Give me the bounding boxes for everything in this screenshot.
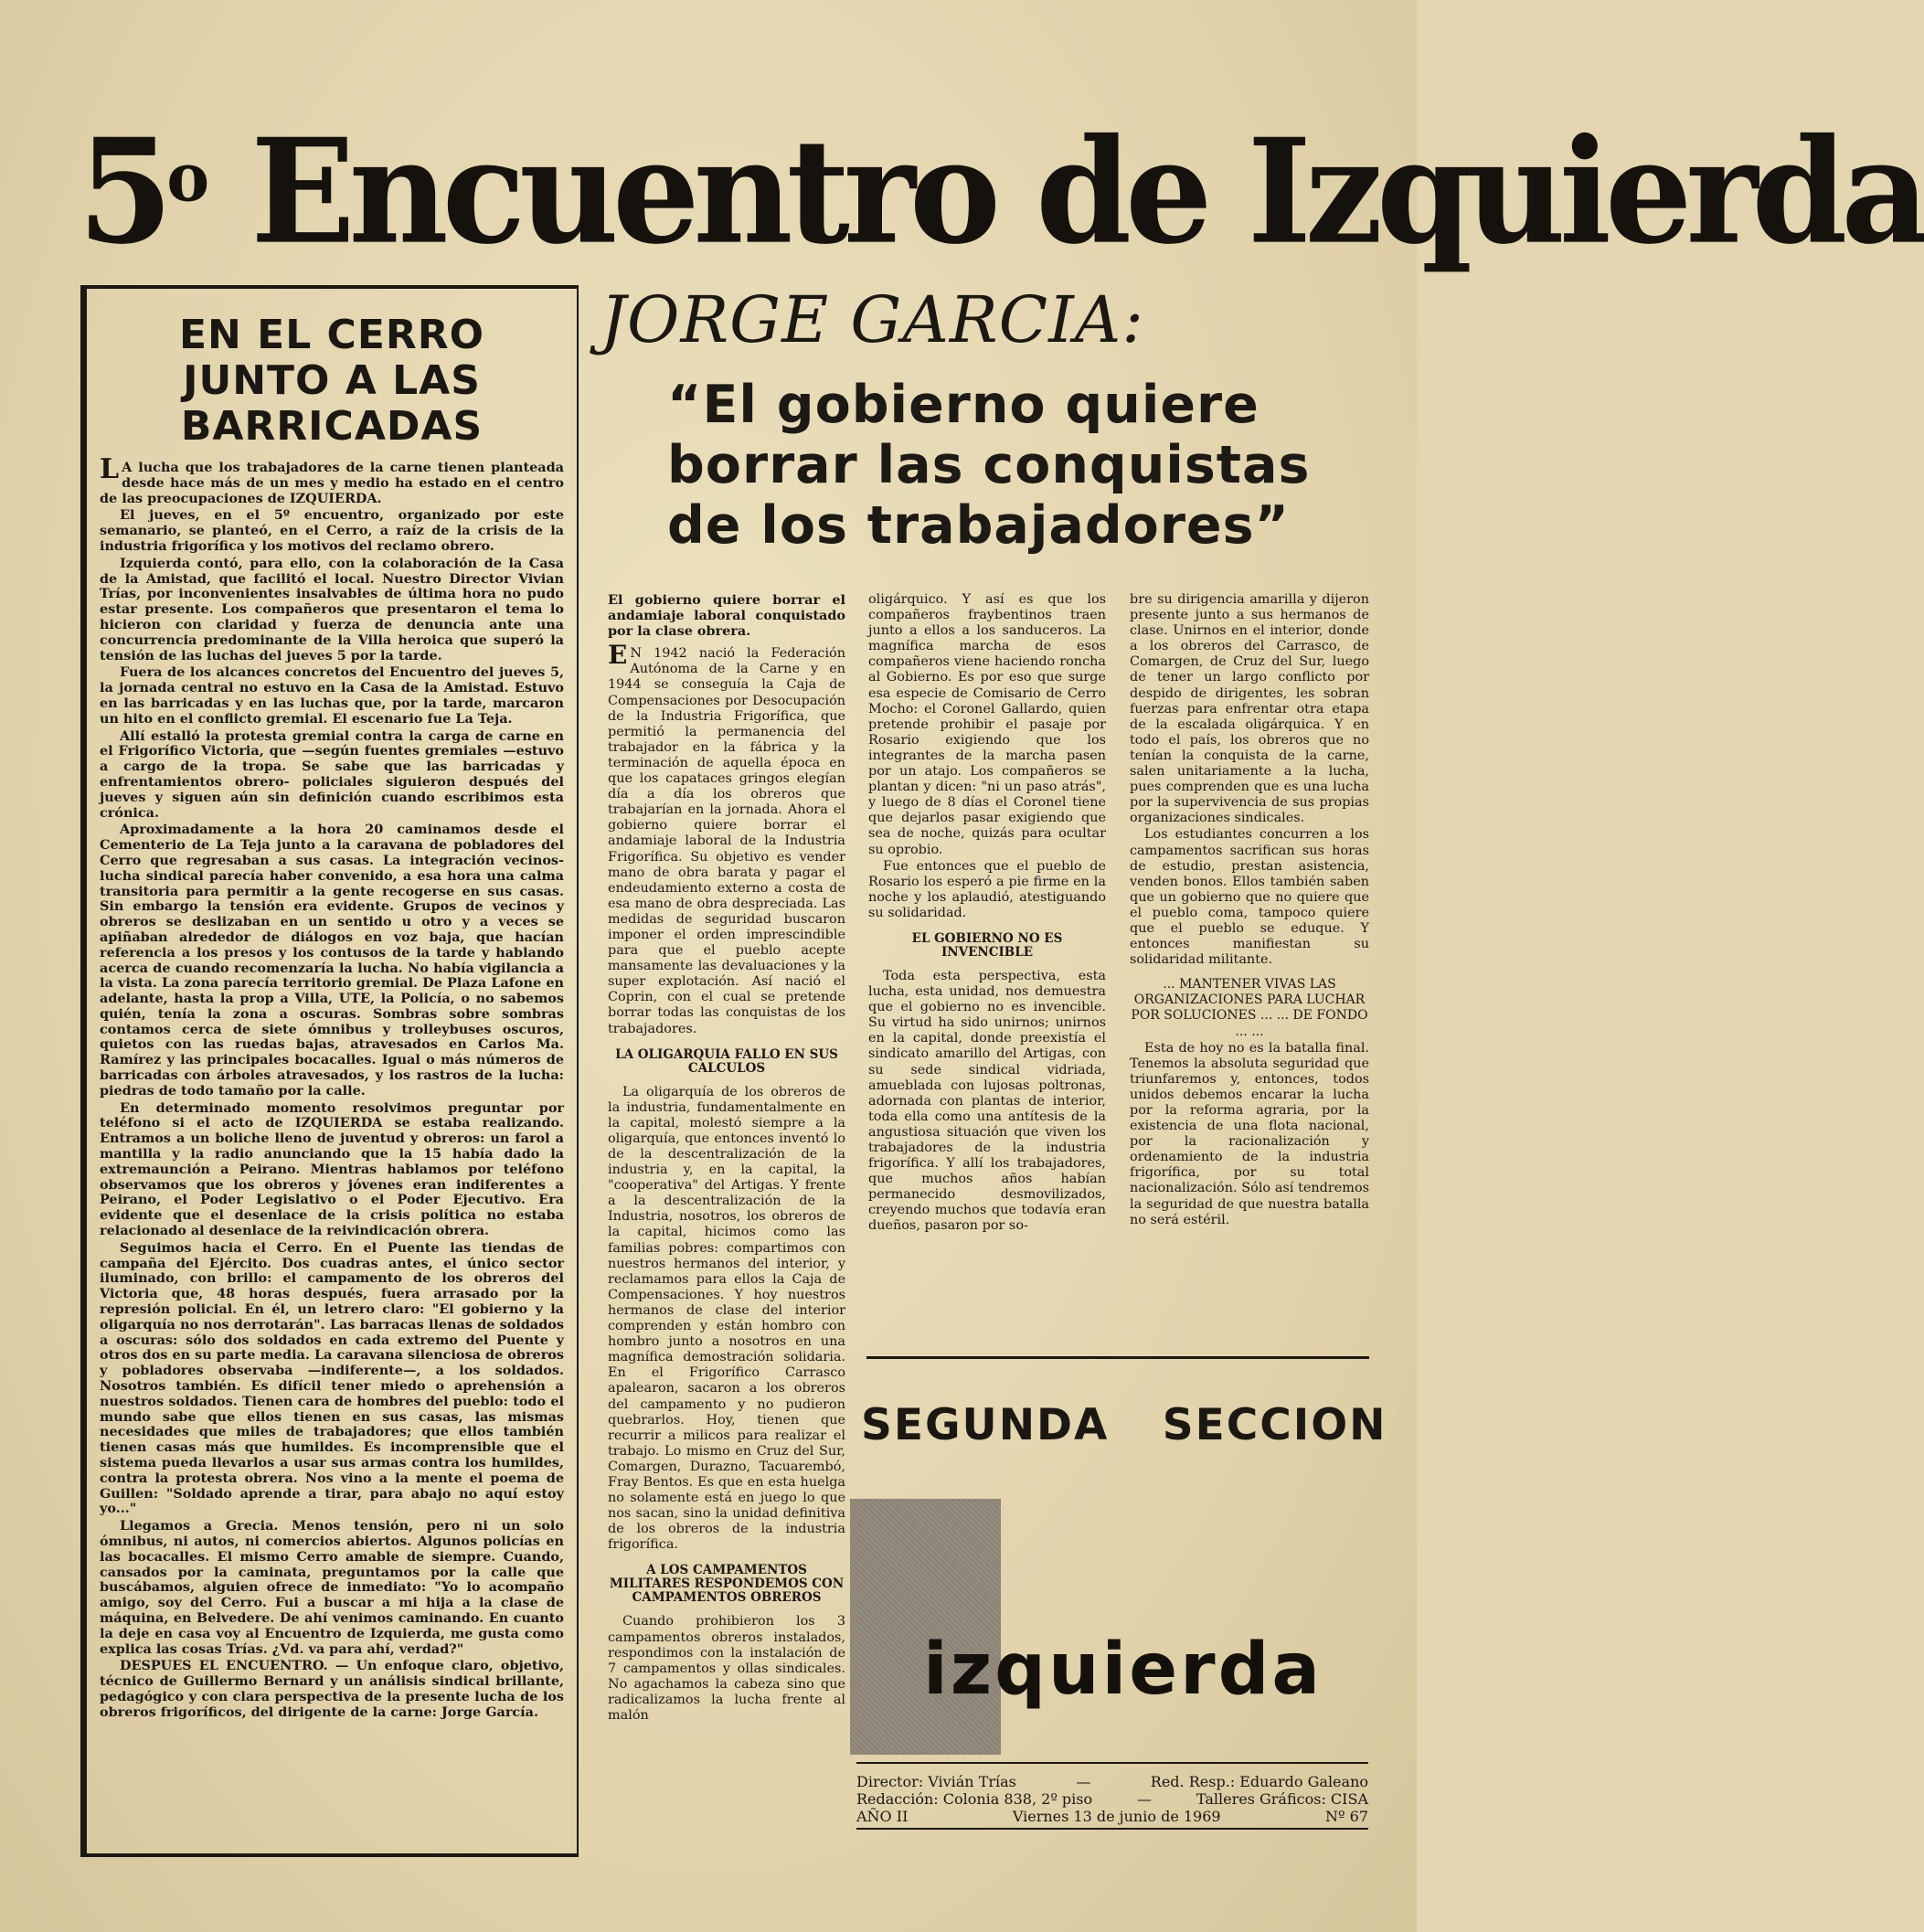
paragraph: El jueves, en el 5º encuentro, organizado por este semanario, se planteó, en el Cerro, a raíz de la crisis de la industria frigorífica y los motivos del reclamo obrero. — [100, 507, 564, 554]
quote-line: “El gobierno quiere — [667, 375, 1260, 435]
separator: — — [1076, 1773, 1091, 1790]
talleres: Talleres Gráficos: CISA — [1196, 1790, 1368, 1808]
paragraph: La oligarquía de los obreros de la industria, fundamentalmente en la capital, molestó siempre a la oligarquía, que entonces inventó lo de la descentralización de la industria y, en la capital, la "cooperativa" del Artigas. Y frente a la descentralización de la Industria, nosotros, los obreros de la capital, hicimos como las familias pobres: compartimos con nuestros hermanos del interior, y reclamamos para ellos la Caja de Compensaciones. Y hoy nuestros hermanos de clase del interior comprenden y están hombro con hombro junto a nosotros en una magnífica demostración solidaria. En el Frigorífico Carrasco apalearon, sacaron a los obreros del campamento y no pudieron quebrarlos. Hoy, tienen que recurrir a milicos para realizar el trabajo. Lo mismo en Cruz del Sur, Comargen, Durazno, Tacuarembó, Fray Bentos. Es que en esta huelga no solamente está en juego lo que nos sacan, sino la unidad definitiva de los obreros de la industria frigorífica. — [608, 1084, 845, 1553]
date: Viernes 13 de junio de 1969 — [1012, 1808, 1221, 1825]
separator: — — [1137, 1790, 1153, 1808]
slogan: ... MANTENER VIVAS LAS ORGANIZACIONES PARA LUCHAR POR SOLUCIONES ... ... DE FONDO ... ... — [1131, 977, 1368, 1039]
paragraph: En determinado momento resolvimos preguntar por teléfono si el acto de IZQUIERDA se estaba realizando. Entramos a un boliche lleno de juventud y obreros: un farol a mantilla y la radio anunciando que la 15 había dado la extremaunción a Peirano. Mientras hablamos por teléfono observamos que los obreros y jóvenes eran indiferentes a Peirano, el Poder Legislativo o el Poder Ejecutivo. Era evidente que el desenlace de la crisis política no estaba relacionado al desenlace de la reivindicación obrera. — [100, 1099, 564, 1239]
masthead-title: Encuentro de Izquierda — [250, 107, 1924, 277]
main-article-quote — [667, 375, 1371, 576]
masthead-ordinal: o — [166, 137, 210, 218]
section-rule-top — [866, 1356, 1369, 1359]
paragraph: Cuando prohibieron los 3 campamentos obreros instalados, respondimos con la instalación de 7 campamentos y ollas sindicales. No agachamos la cabeza sino que radicalizamos la lucha frente al malón — [608, 1614, 845, 1723]
paragraph: Esta de hoy no es la batalla final. Tenemos la absoluta seguridad que triunfaremos y, entonces, todos unidos debemos encarar la lucha por la reforma agraria, por la existencia de una flota nacional, por la racionalización y ordenamiento de la industria frigorífica, por su total nacionalización. Sólo así tendremos la seguridad de que nuestra batalla no será estéril. — [1130, 1040, 1369, 1227]
paragraph: Aproximadamente a la hora 20 caminamos desde el Cementerio de La Teja junto a la caravana de pobladores del Cerro que regresaban a sus casas. La integración vecinos-lucha sindical parecía haber convenido, a esa hora una calma transitoria para permitir a la gente recogerse en sus casas. Sin embargo la tensión era evidente. Grupos de vecinos y obreros se deslizaban en un sentido u otro y a veces se apiñaban alrededor de diálogos en voz baja, que hacían referencia a los presos y los contusos de la tarde y hablando acerca de cuando recomenzaría la lucha. No había vigilancia a la vista. La zona parecía territorio gremial. De Plaza Lafone en adelante, hasta la prop a Villa, UTE, la Policía, o no sabemos quién, tenía la zona a oscuras. Sombras sobre sombras contamos cerca de siete ómnibus y trolleybuses oscuros, quietos con las ruedas bajas, atravesados en Carlos Ma. Ramírez y las principales bocacalles. Igual o más números de barricadas con árboles atravesados, y los rastros de la lucha: piedras de todo tamaño por la calle. — [100, 822, 564, 1099]
paragraph: oligárquico. Y así es que los compañeros fraybentinos traen junto a ellos a los sanduceros. La magnífica marcha de esos compañeros viene haciendo roncha al Gobierno. Es por eso que surge esa especie de Comisario de Cerro Mocho: el Coronel Gallardo, quien pretende prohibir el pasaje por Rosario exigiendo que los integrantes de la marcha pasen por un atajo. Los compañeros se plantan y dicen: "ni un paso atrás", y luego de 8 días el Coronel tiene que dejarlos pasar exigiendo que sea de noche, quizás para ocultar su oprobio. — [868, 592, 1106, 857]
red-resp: Red. Resp.: Eduardo Galeano — [1150, 1773, 1368, 1790]
paragraph: Allí estalló la protesta gremial contra la carga de carne en el Frigorífico Victoria, que —según fuentes gremiales —estuvo a cargo de la tropa. Se sabe que las barricadas y enfrentamientos obrero- policiales siguieron después del jueves y siguen aún sin definición cuando escribimos esta crónica. — [100, 727, 564, 821]
masthead-number: 5 — [78, 107, 167, 277]
section-brand: izquierda — [923, 1629, 1323, 1711]
year: AÑO II — [856, 1808, 909, 1825]
credits-rule — [856, 1762, 1368, 1764]
paragraph: L A lucha que los trabajadores de la carne tienen planteada desde hace más de un mes y medio ha estado en el centro de las preocupaciones de IZQUIERDA. — [100, 453, 564, 506]
credits-row — [856, 1773, 1368, 1790]
headline-line: EN EL CERRO — [178, 312, 485, 358]
headline-line: BARRICADAS — [180, 403, 484, 450]
article-column-2 — [868, 592, 1106, 1332]
main-article-name: JORGE GARCIA: — [601, 282, 1144, 357]
drop-letter: E — [608, 640, 628, 671]
headline-line: JUNTO A LAS — [183, 357, 481, 404]
article-lead: El gobierno quiere borrar el andamiaje laboral conquistado por la clase obrera. — [608, 592, 845, 640]
credits-row — [856, 1790, 1368, 1808]
paragraph: Seguimos hacia el Cerro. En el Puente las tiendas de campaña del Ejército. Dos cuadras antes, el único sector iluminado, con brillo: el campamento de los obreros del Victoria que, 48 horas después, fuera arrasado por la represión policial. En él, un letrero claro: "El gobierno y la oligarquía no nos derrotarán". Las barracas llenas de soldados a oscuras: sólo dos soldados en cada extremo del Puente y otros dos en su parte media. La caravana silenciosa de obreros y pobladores observaba —indiferente—, a los soldados. Nosotros también. Es difícil tener miedo o aprehensión a nuestros soldados. Tienen cara de hombres del pueblo: todo el mundo sabe que ellos tienen en sus casas, las mismas necesidades que miles de trabajadores; que ellos también tienen casas más que humildes. Es incomprensible que el sistema pueda llevarlos a usar sus armas contra los humildes, contra la protesta obrera. Nos vino a la mente el poema de Guillen: "Soldado aprende a tirar, para abajo no aquí estoy yo..." — [100, 1239, 564, 1517]
credits-rule-bottom — [856, 1828, 1368, 1830]
issue-number: Nº 67 — [1325, 1808, 1368, 1825]
paragraph: Los estudiantes concurren a los campamentos sacrifican sus horas de estudio, prestan asistencia, venden bonos. Ellos también saben que un gobierno que no quiere que el pueblo coma, tampoco quiere que el pueblo se eduque. Y entonces manifiestan su solidaridad militante. — [1130, 827, 1369, 968]
subheading: A LOS CAMPAMENTOS MILITARES RESPONDEMOS CON CAMPAMENTOS OBREROS — [609, 1563, 845, 1606]
paragraph: Fue entonces que el pueblo de Rosario los esperó a pie firme en la noche y los aplaudió, atestiguando su solidaridad. — [868, 858, 1106, 920]
left-article-box — [80, 285, 579, 1857]
paragraph: DESPUES EL ENCUENTRO. — Un enfoque claro, objetivo, técnico de Guillermo Bernard y un análisis sindical brillante, pedagógico y con clara perspectiva de la presente lucha de los obreros frigoríficos, del dirigente de la carne: Jorge García. — [100, 1658, 564, 1720]
subheading: LA OLIGARQUIA FALLO EN SUS CALCULOS — [615, 1046, 838, 1076]
director: Director: Vivián Trías — [856, 1773, 1016, 1790]
paragraph: Llegamos a Grecia. Menos tensión, pero ni un solo ómnibus, ni autos, ni comercios abiertos. Algunos policías en las bocacalles. El mismo Cerro amable de siempre. Cuando, cansados por la caminata, preguntamos por la calle que buscábamos, alguien ofrece de inmediato: "Yo lo acompaño amigo, soy del Cerro. Fui a buscar a mi hija a la clase de máquina, en Belvedere. De ahí venimos caminando. En cuanto la deje en casa voy al Encuentro de Izquierda, me gusta como explica las cosas Trías. ¿Vd. va para ahí, verdad?" — [100, 1518, 564, 1657]
paragraph: bre su dirigencia amarilla y dijeron presente junto a sus hermanos de clase. Unirnos en el interior, donde a los obreros del Carrasco, de Comargen, de Cruz del Sur, luego de tener un largo conflicto por despido de dirigentes, les sobran fuerzas para enfrentar otra etapa de la escalada oligárquica. Y en todo el país, los obreros que no tenían la conquista de la carne, salen unitariamente a la lucha, pues comprenden que es una lucha por la supervivencia de sus propias organizaciones sindicales. — [1130, 592, 1369, 826]
drop-letter: L — [100, 453, 120, 485]
masthead — [78, 107, 1924, 277]
quote-line: borrar las conquistas — [667, 435, 1311, 495]
left-article-headline — [100, 313, 564, 450]
paragraph: Izquierda contó, para ello, con la colaboración de la Casa de la Amistad, que facilitó el local. Nuestro Director Vivian Trías, por inconvenientes insalvables de última hora no pudo estar presente. Los compañeros que presentaron el tema lo hicieron con claridad y fuerza de denuncia ante una concurrencia predominante de la Villa heroica que superó la tensión de las luchas del jueves 5 por la tarde. — [100, 555, 564, 663]
article-column-3 — [1130, 592, 1369, 1323]
paragraph: Toda esta perspectiva, esta lucha, esta unidad, nos demuestra que el gobierno no es invencible. Su virtud ha sido unirnos; unirnos en la capital, donde preexistía el sindicato amarillo del Artigas, con su sede sindical vidriada, amueblada con lujosas poltronas, adornada con plantas de interior, toda ella como una antítesis de la angustiosa situación que viven los trabajadores de la industria frigorífica. Y allí los trabajadores, que muchos años habían permanecido desmovilizados, creyendo muchos que todavía eran dueños, pasaron por so- — [868, 968, 1106, 1234]
credits — [856, 1773, 1368, 1846]
subheading: EL GOBIERNO NO ES INVENCIBLE — [911, 930, 1063, 960]
article-column-1 — [608, 592, 845, 1853]
paragraph: Fuera de los alcances concretos del Encuentro del jueves 5, la jornada central no estuvo en la Casa de la Amistad. Estuvo en las barricadas y en las luchas que, por la tarde, marcaron un hito en el conflicto gremial. El escenario fue La Teja. — [100, 664, 564, 727]
section-label: SEGUNDA SECCION — [861, 1400, 1387, 1450]
credits-row — [856, 1808, 1368, 1825]
paragraph: E N 1942 nació la Federación Autónoma de la Carne y en 1944 se conseguía la Caja de Compensaciones por Desocupación de la Industria Frigorífica, que permitió la permanencia del trabajador en la fábrica y la terminación de aquella época en que los capataces gringos elegían día a día los obreros que trabajarían en la jornada. Ahora el gobierno quiere borrar el andamiaje laboral de la Industria Frigorífica. Su objetivo es vender mano de obra barata y pagar el endeudamiento externo a costa de esa mano de obra despreciada. Las medidas de seguridad buscaron imponer el orden imprescindible para que el pueblo acepte mansamente las devaluaciones y la super explotación. Así nació el Coprin, con el cual se pretende borrar todas las conquistas de los trabajadores. — [608, 640, 845, 1036]
quote-line: de los trabajadores” — [667, 495, 1290, 556]
redaccion: Redacción: Colonia 838, 2º piso — [856, 1790, 1093, 1808]
